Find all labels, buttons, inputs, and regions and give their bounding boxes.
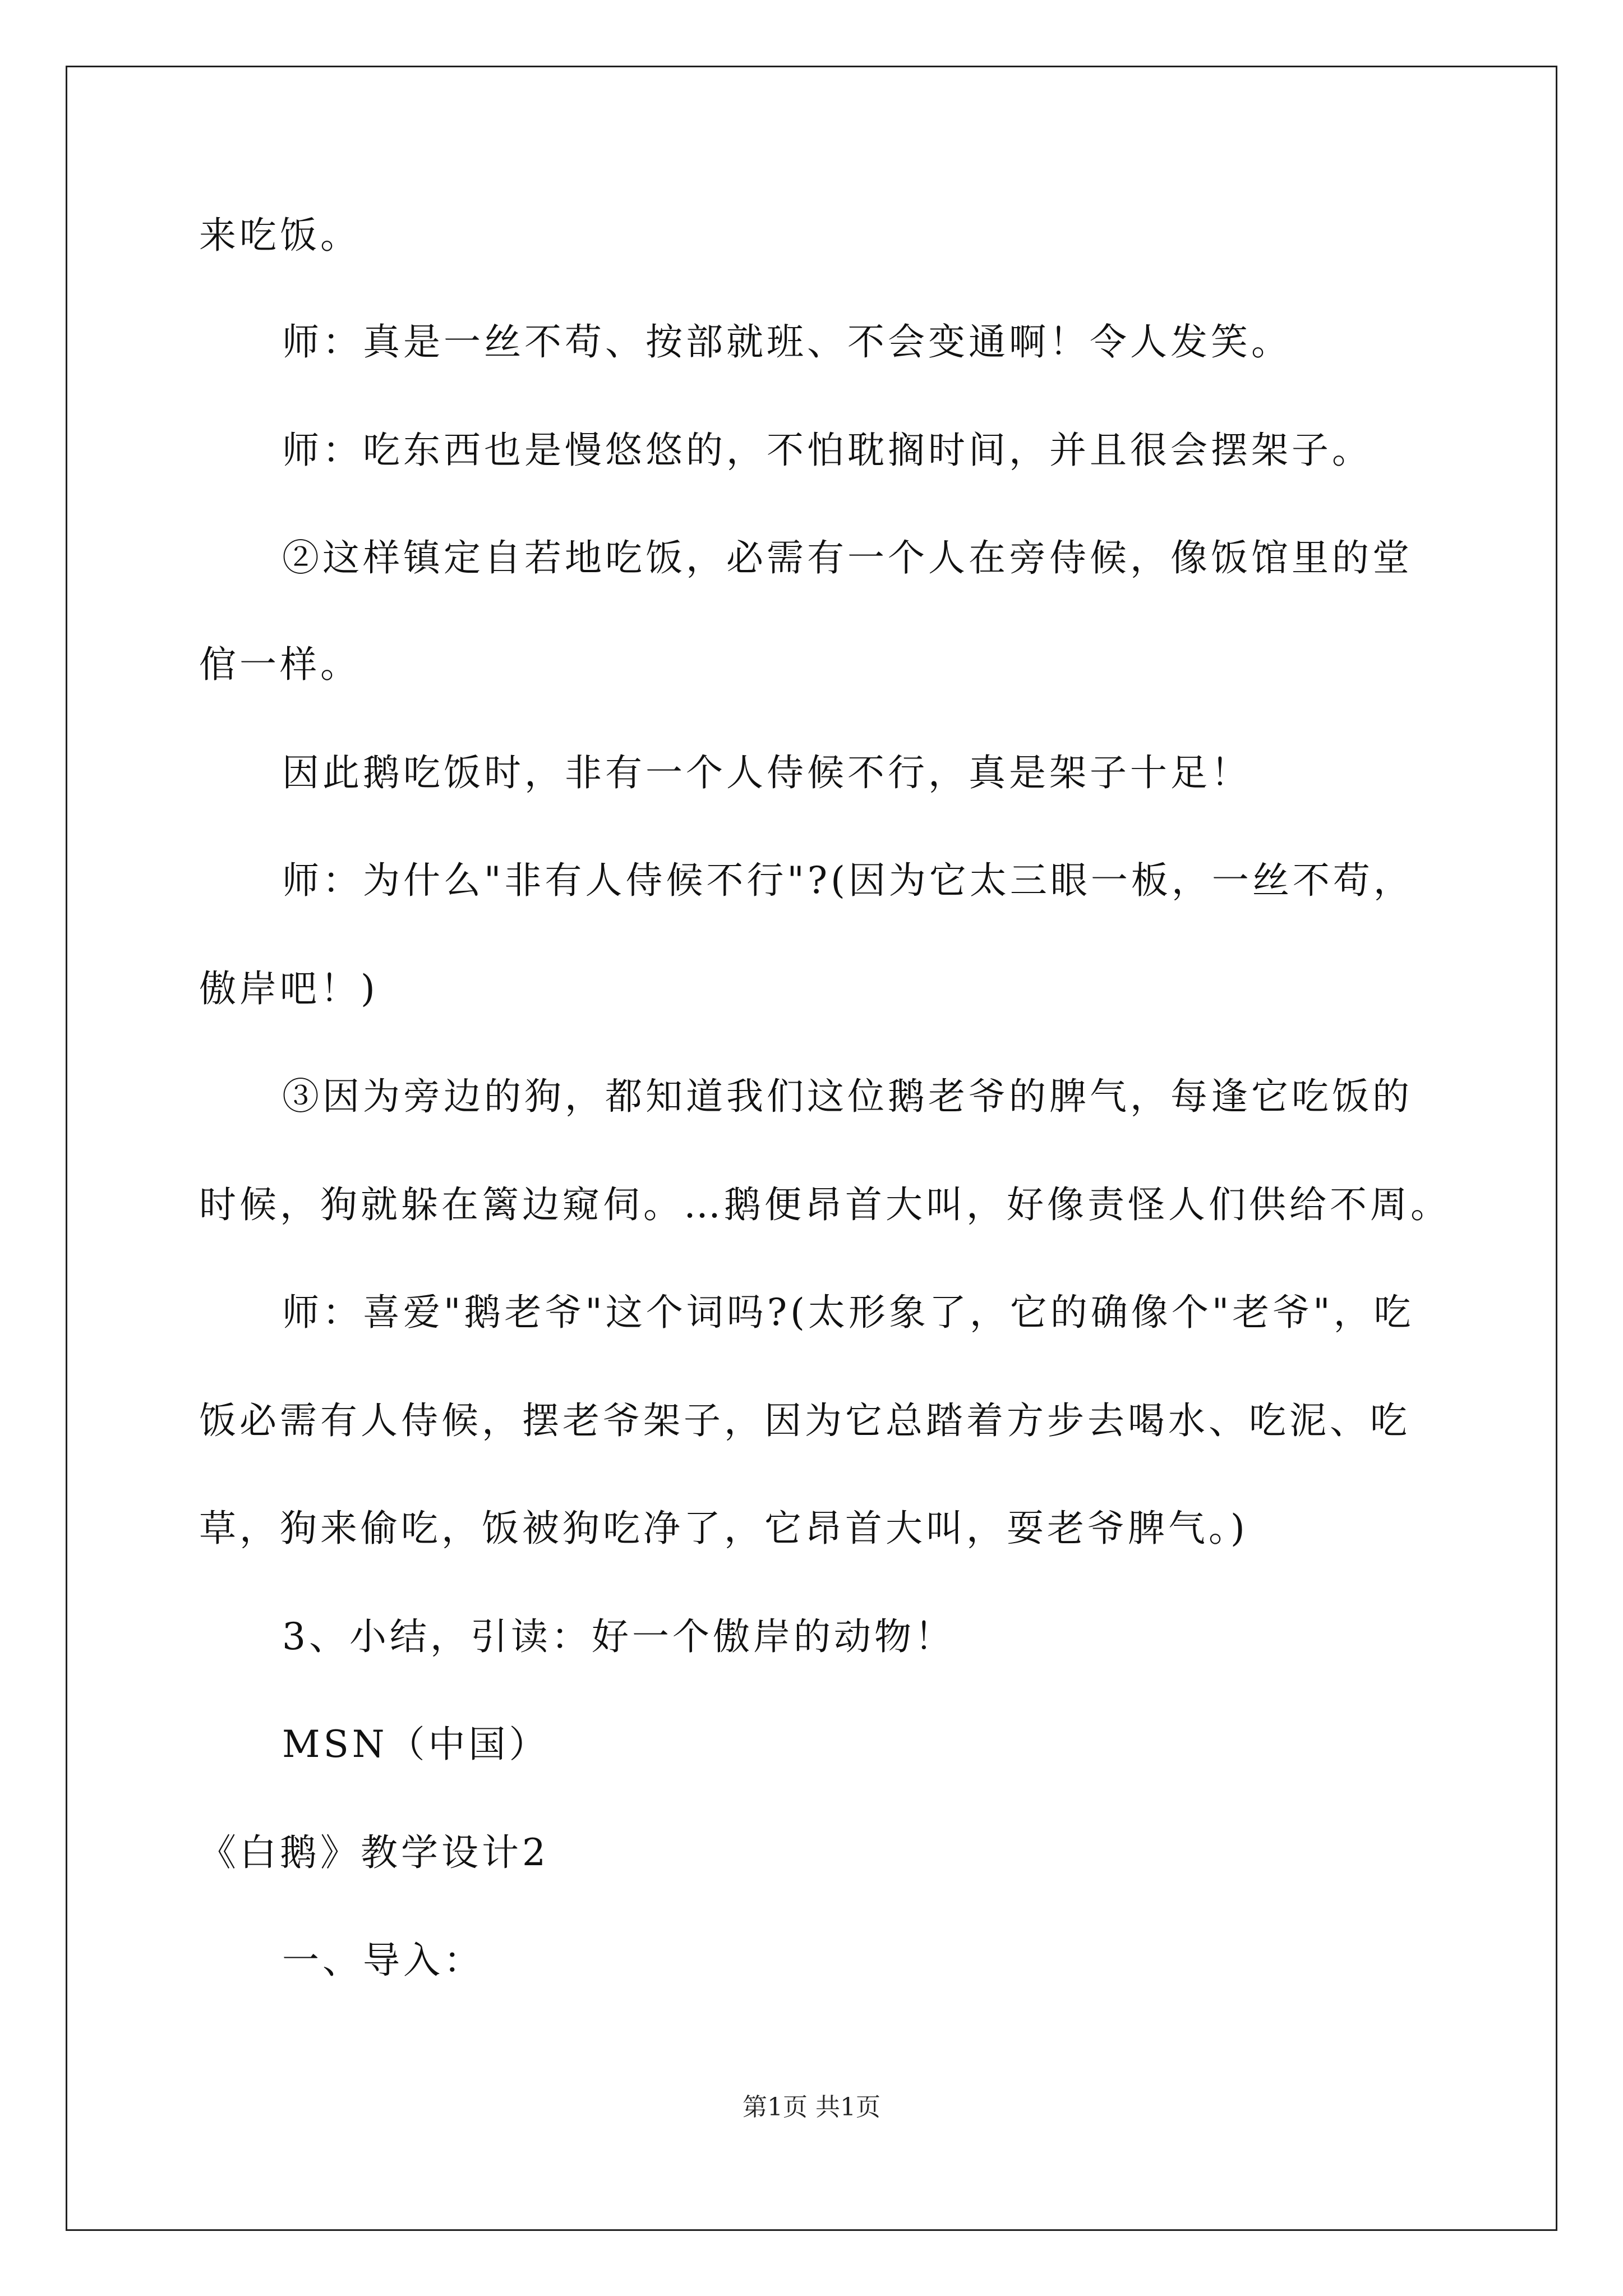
page-border [66,66,1557,2231]
paragraph-line: 师：真是一丝不苟、按部就班、不会变通啊！令人发笑。 [282,320,1292,364]
paragraph-line: 饭必需有人侍候，摆老爷架子，因为它总踏着方步去喝水、吃泥、吃 [199,1399,1410,1442]
paragraph-line: 时候，狗就躲在篱边窥伺。…鹅便昂首大叫，好像责怪人们供给不周。 [199,1183,1451,1226]
paragraph-line: MSN（中国） [282,1723,550,1766]
paragraph-line: 3、小结，引读：好一个傲岸的动物！ [282,1615,955,1658]
paragraph-line: 师：吃东西也是慢悠悠的，不怕耽搁时间，并且很会摆架子。 [282,429,1372,472]
paragraph-line: 一、导入： [282,1939,484,1982]
paragraph-line: ②这样镇定自若地吃饭，必需有一个人在旁侍候，像饭馆里的堂 [282,536,1413,579]
page-footer: 第1页 共1页 [743,2093,880,2122]
paragraph-line: 师：喜爱"鹅老爷"这个词吗?(太形象了，它的确像个"老爷"，吃 [282,1291,1414,1334]
paragraph-line: ③因为旁边的狗，都知道我们这位鹅老爷的脾气，每逢它吃饭的 [282,1075,1413,1118]
paragraph-line: 来吃饭。 [199,214,361,257]
paragraph-line: 草，狗来偷吃，饭被狗吃净了，它昂首大叫，耍老爷脾气。) [199,1507,1248,1550]
section-heading: 《白鹅》教学设计2 [199,1831,549,1874]
paragraph-line: 傲岸吧！) [199,967,379,1010]
paragraph-line: 师：为什么"非有人侍候不行"?(因为它太三眼一板，一丝不苟， [282,859,1414,902]
paragraph-line: 因此鹅吃饭时，非有一个人侍候不行，真是架子十足！ [282,751,1251,794]
paragraph-line: 倌一样。 [199,643,361,686]
